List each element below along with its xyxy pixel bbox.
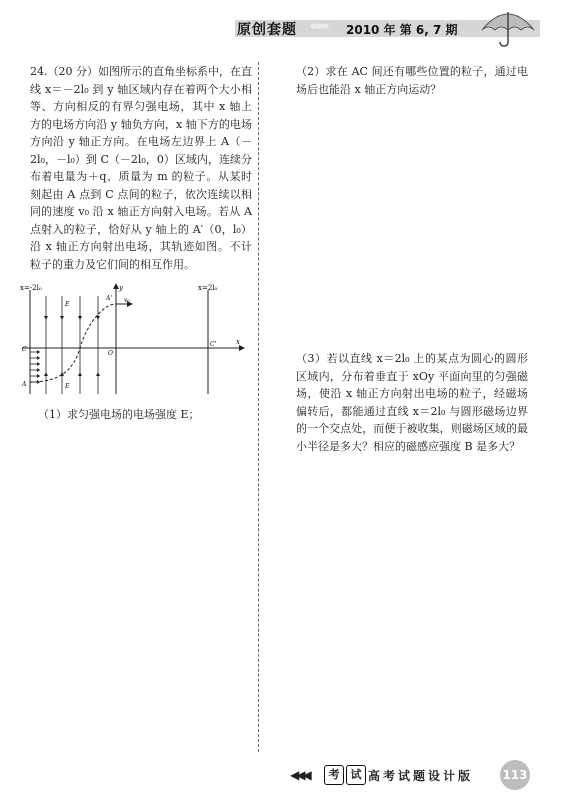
column-divider bbox=[258, 62, 259, 752]
label-y-axis: y bbox=[119, 284, 123, 292]
footer-box-shi: 试 bbox=[346, 765, 366, 785]
label-a: A bbox=[22, 381, 27, 388]
problem-statement bbox=[30, 63, 252, 273]
footer-title: 高考试题设计版 bbox=[368, 769, 474, 783]
question-3: （3）若以直线 x＝2l₀ 上的某点为圆心的圆形区域内，分布着垂直于 xOy 平面向里的匀强磁场，使沿 x 轴正方向射出电场的粒子，经磁场偏转后，都能通过直线 x＝2l₀ 与圆形磁场边界的一个交点处，而便于被收集，则磁场区域的最小半径是多大？相应的磁感应强度 B 是多大？ bbox=[296, 352, 528, 453]
label-v0: v₀ bbox=[124, 297, 130, 304]
umbrella-icon bbox=[478, 4, 538, 48]
label-c-prime: C' bbox=[210, 341, 217, 348]
page-header bbox=[0, 0, 581, 48]
label-o: O bbox=[108, 350, 113, 357]
label-e-bottom: E bbox=[65, 383, 70, 390]
footer-arrows: ◀◀◀ bbox=[290, 768, 309, 782]
field-diagram bbox=[18, 282, 246, 400]
label-right-line: x=2l₀ bbox=[198, 284, 218, 292]
label-a-prime: A' bbox=[106, 295, 112, 302]
header-chevrons: ««« bbox=[310, 19, 328, 34]
page-number: 113 bbox=[500, 760, 530, 790]
question-2: （2）求在 AC 间还有哪些位置的粒子，通过电场后也能沿 x 轴正方向运动？ bbox=[296, 65, 528, 96]
label-c: C bbox=[22, 346, 27, 353]
problem-paragraph: 24.（20 分）如图所示的直角坐标系中，在直线 x＝－2l₀ 到 y 轴区域内存在着两个大小相等、方向相反的有界匀强电场，其中 x 轴上方的电场方向沿 y 轴负方向，x 轴下方的电场方向沿 y 轴正方向。在电场左边界上 A（－2l₀，－l₀）到 C（－2l₀，0）区域内，连续分布着电量为＋q、质量为 m 的粒子。从某时刻起由 A 点到 C 点间的粒子，依次连续以相同的速度 v₀ 沿 x 轴正方向射入电场。若从 A 点射入的粒子，恰好从 y 轴上的 A′（0，l₀）沿 x 轴正方向射出电场，其轨迹如图。不计粒子的重力及它们间的相互作用。 bbox=[30, 65, 252, 271]
label-x-axis: x bbox=[236, 338, 240, 346]
header-brand: 原创套题 bbox=[237, 22, 297, 38]
label-left-line: x=-2l₀ bbox=[20, 284, 42, 292]
question-1: （1）求匀强电场的电场强度 E； bbox=[38, 408, 200, 421]
header-issue: 2010 年 第 6, 7 期 bbox=[346, 23, 458, 37]
footer-box-kao: 考 bbox=[324, 765, 344, 785]
label-e-top: E bbox=[65, 301, 70, 308]
page-footer bbox=[0, 760, 581, 800]
